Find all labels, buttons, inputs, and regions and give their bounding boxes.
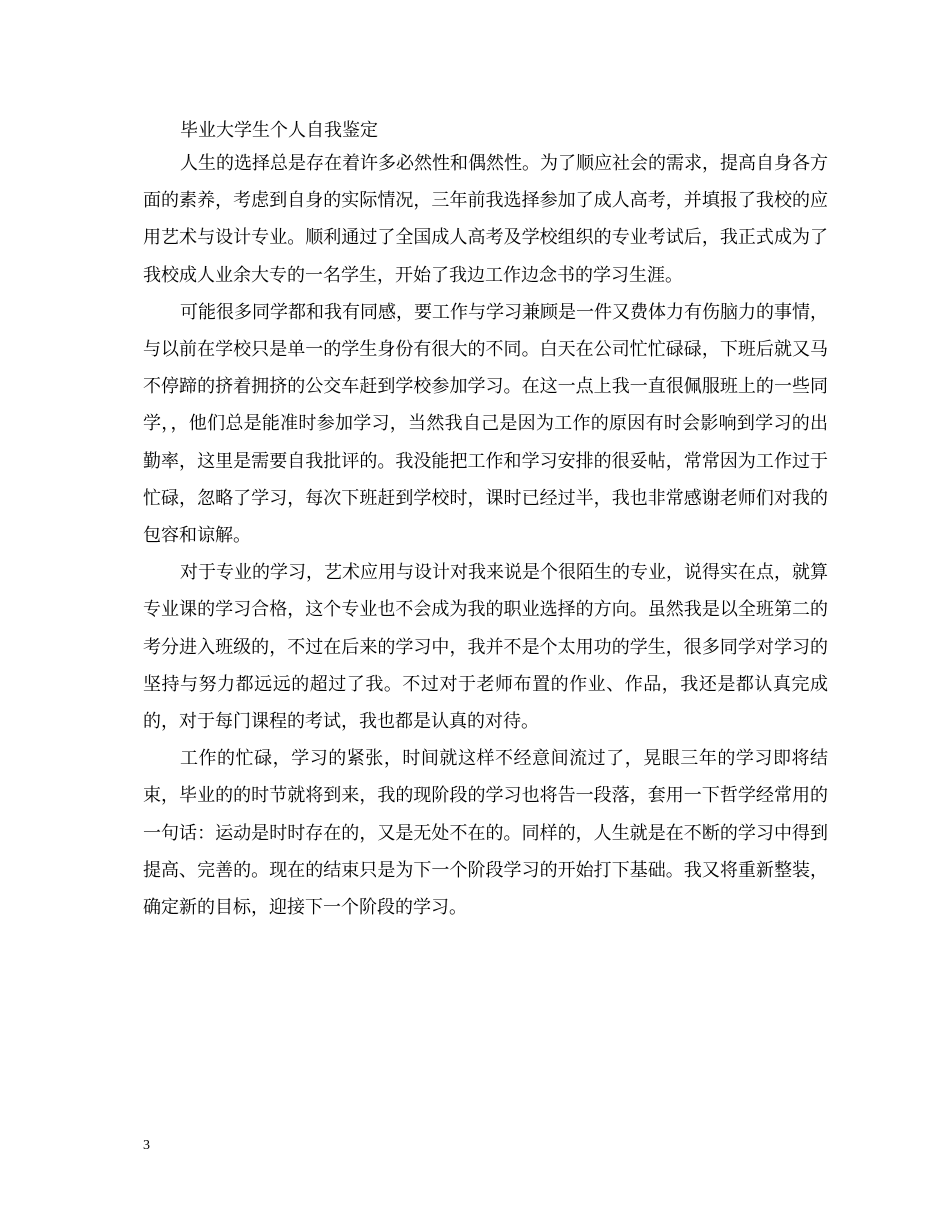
page-number: 3 bbox=[143, 1138, 150, 1153]
paragraph-1: 人生的选择总是存在着许多必然性和偶然性。为了顺应社会的需求，提高自身各方面的素养，考虑到自身的实际情况，三年前我选择参加了成人高考，并填报了我校的应用艺术与设计专业。顺利通过了全国成人高考及学校组织的专业考试后，我正式成为了我校成人业余大专的一名学生，开始了我边工作边念书的学习生涯。 bbox=[143, 153, 828, 286]
document-body bbox=[143, 145, 828, 926]
paragraph-3: 对于专业的学习，艺术应用与设计对我来说是个很陌生的专业，说得实在点，就算专业课的学习合格，这个专业也不会成为我的职业选择的方向。虽然我是以全班第二的考分进入班级的，不过在后来的学习中，我并不是个太用功的学生，很多同学对学习的坚持与努力都远远的超过了我。不过对于老师布置的作业、作品，我还是都认真完成的，对于每门课程的考试，我也都是认真的对待。 bbox=[143, 562, 828, 733]
paragraph-4: 工作的忙碌，学习的紧张，时间就这样不经意间流过了，晃眼三年的学习即将结束，毕业的的时节就将到来，我的现阶段的学习也将告一段落，套用一下哲学经常用的一句话：运动是时时存在的，又是无处不在的。同样的，人生就是在不断的学习中得到提高、完善的。现在的结束只是为下一个阶段学习的开始打下基础。我又将重新整装，确定新的目标，迎接下一个阶段的学习。 bbox=[143, 748, 828, 919]
document-title: 毕业大学生个人自我鉴定 bbox=[180, 120, 378, 141]
paragraph-2: 可能很多同学都和我有同感，要工作与学习兼顾是一件又费体力有伤脑力的事情，与以前在学校只是单一的学生身份有很大的不同。白天在公司忙忙碌碌，下班后就又马不停蹄的挤着拥挤的公交车赶到学校参加学习。在这一点上我一直很佩服班上的一些同学，，他们总是能准时参加学习，当然我自己是因为工作的原因有时会影响到学习的出勤率，这里是需要自我批评的。我没能把工作和学习安排的很妥帖，常常因为工作过于忙碌，忽略了学习，每次下班赶到学校时，课时已经过半，我也非常感谢老师们对我的包容和谅解。 bbox=[143, 301, 828, 547]
